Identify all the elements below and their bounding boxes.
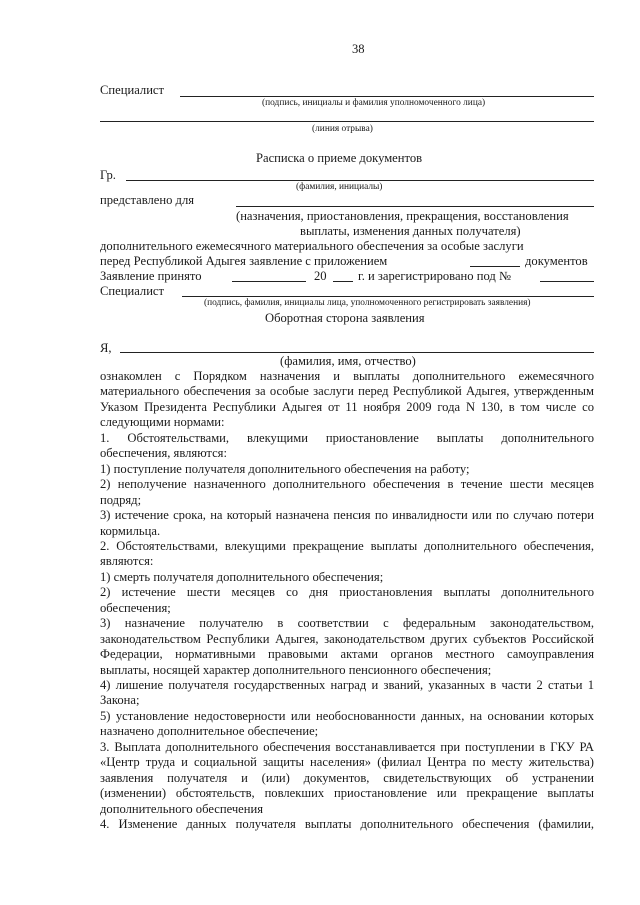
- specialist-label: Специалист: [100, 83, 165, 97]
- purpose-line: [236, 206, 594, 207]
- receipt-specialist-label: Специалист: [100, 284, 165, 298]
- purpose-caption-1: (назначения, приостановления, прекращения, восстановления: [236, 209, 569, 223]
- body-line: (изменении) обстоятельств, повлекших приостановление или прекращение выплаты: [100, 786, 594, 801]
- body-line: 1) смерть получателя дополнительного обеспечения;: [100, 569, 384, 584]
- body-line: 2) истечение шести месяцев со дня приостановления выплаты дополнительного: [100, 585, 594, 600]
- body-line: 3) назначение получателю в соответствии с федеральным законодательством,: [100, 616, 594, 631]
- body-line: обеспечения, являются:: [100, 446, 227, 461]
- body-line: 3) истечение срока, на который назначена пенсия по инвалидности или по случаю потери: [100, 508, 594, 523]
- fio-line: [120, 352, 594, 353]
- documents-label: документов: [525, 254, 588, 268]
- body-line: 1) поступление получателя дополнительного обеспечения на работу;: [100, 461, 470, 476]
- fio-caption: (фамилия, имя, отчество): [280, 354, 416, 368]
- accepted-label: Заявление принято: [100, 269, 202, 283]
- body-line: 3. Выплата дополнительного обеспечения восстанавливается при поступлении в ГКУ РА: [100, 739, 594, 754]
- documents-count-line: [470, 266, 520, 267]
- body-line: обеспечения;: [100, 600, 171, 615]
- receipt-title: Расписка о приеме документов: [256, 151, 423, 165]
- body-line: 1. Обстоятельствами, влекущими приостановление выплаты дополнительного: [100, 430, 594, 445]
- body-line: дополнительного обеспечения: [100, 801, 264, 816]
- body-line: заявления получателя и (или) документов, свидетельствующих об устранении: [100, 770, 594, 785]
- body-line: 4. Изменение данных получателя выплаты дополнительного обеспечения (фамилии,: [100, 817, 594, 832]
- page-number: 38: [352, 42, 365, 56]
- gr-label: Гр.: [100, 168, 116, 182]
- receipt-text-line-1: дополнительного ежемесячного материального обеспечения за особые заслуги: [100, 239, 524, 253]
- purpose-caption-2: выплаты, изменения данных получателя): [300, 224, 521, 238]
- body-line: подряд;: [100, 492, 142, 507]
- body-line: выплаты, носящей характер дополнительного пенсионного обеспечения;: [100, 662, 492, 677]
- body-line: законодательством Республики Адыгея, законодательством других субъектов Российской: [100, 631, 594, 646]
- body-line: Указом Президента Республики Адыгея от 11 ноября 2009 года N 130, в том числе со: [100, 399, 594, 414]
- body-line: ознакомлен с Порядком назначения и выплаты дополнительного ежемесячного: [100, 369, 594, 383]
- year-line: [333, 281, 353, 282]
- gr-name-line: [126, 180, 594, 181]
- year-prefix: 20: [314, 269, 327, 283]
- registration-number-line: [540, 281, 594, 282]
- body-line: 5) установление недостоверности или необоснованности данных, на основании которых: [100, 708, 594, 723]
- body-line: 2. Обстоятельствами, влекущими прекращение выплаты дополнительного обеспечения,: [100, 538, 594, 553]
- receipt-specialist-caption: (подпись, фамилия, инициалы лица, уполномоченного регистрировать заявления): [204, 298, 531, 308]
- body-line: кормильца.: [100, 523, 161, 538]
- body-line: материального обеспечения за особые заслуги перед Республикой Адыгея, утвержденным: [100, 384, 594, 399]
- reverse-title: Оборотная сторона заявления: [265, 311, 425, 325]
- tear-caption: (линия отрыва): [312, 124, 373, 134]
- gr-caption: (фамилия, инициалы): [296, 182, 383, 192]
- accepted-date-line: [232, 281, 306, 282]
- specialist-signature-line: [180, 96, 594, 97]
- body-line: «Центр труда и социальной защиты населения» (филиал Центра по месту жительства): [100, 755, 594, 770]
- receipt-text-line-2: перед Республикой Адыгея заявление с приложением: [100, 254, 388, 268]
- ya-label: Я,: [100, 341, 112, 355]
- specialist-caption: (подпись, инициалы и фамилия уполномоченного лица): [262, 98, 486, 108]
- body-line: 2) неполучение назначенного дополнительного обеспечения в течение шести месяцев: [100, 477, 594, 492]
- year-suffix: г. и зарегистрировано под №: [358, 269, 511, 283]
- body-line: Федерации, нормативными правовыми актами органов местного самоуправления: [100, 647, 594, 662]
- body-line: следующими нормами:: [100, 415, 225, 430]
- presented-for-label: представлено для: [100, 193, 195, 207]
- body-line: являются:: [100, 554, 154, 569]
- tear-line: [100, 121, 594, 122]
- body-line: 4) лишение получателя государственных наград и званий, указанных в части 2 статьи 1: [100, 678, 594, 692]
- body-line: Закона;: [100, 693, 140, 708]
- receipt-specialist-line: [182, 296, 594, 297]
- body-line: назначено дополнительное обеспечение;: [100, 724, 319, 739]
